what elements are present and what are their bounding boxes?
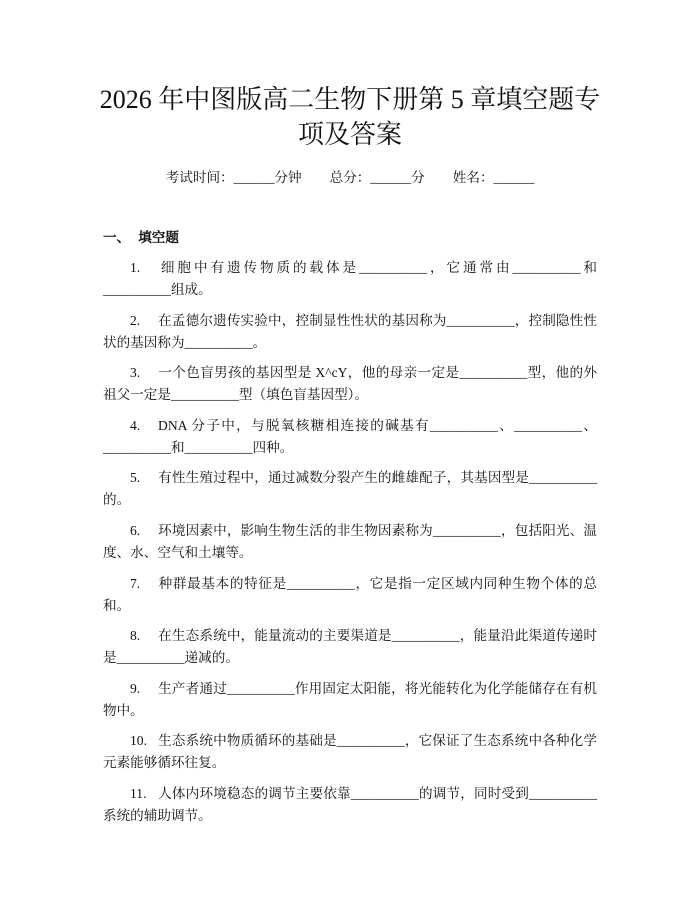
question-8 [103,625,597,669]
question-number: 6. [130,522,141,538]
question-number: 9. [130,680,141,696]
question-1 [103,257,597,301]
question-number: 7. [130,575,141,591]
question-text: 在孟德尔遗传实验中，控制显性性状的基因称为__________，控制隐性性状的基因称为__________。 [103,312,597,350]
question-7 [103,573,597,617]
document-title: 2026 年中图版高二生物下册第 5 章填空题专项及答案 [99,85,601,149]
question-9 [103,678,597,722]
student-name-field: 姓名：______ [452,170,535,185]
question-3 [103,362,597,406]
question-5 [103,467,597,511]
question-11 [103,783,597,827]
question-number: 2. [130,312,141,328]
question-text: 一个色盲男孩的基因型是 X^cY，他的母亲一定是__________型，他的外祖父一定是__________型（填色盲基因型）。 [103,365,597,403]
question-6 [103,520,597,564]
question-text: DNA 分子中，与脱氧核糖相连接的碱基有__________、__________、__________和__________四种。 [103,417,597,455]
exam-info-line [103,167,597,189]
question-4 [103,415,597,459]
question-text: 在生态系统中，能量流动的主要渠道是__________，能量沿此渠道传递时是__________递减的。 [103,628,597,666]
question-text: 人体内环境稳态的调节主要依靠__________的调节，同时受到__________系统的辅助调节。 [103,785,597,823]
exam-time-field: 考试时间：______分钟 [165,170,302,185]
question-number: 4. [130,417,141,433]
question-number: 5. [130,470,141,486]
question-text: 种群最基本的特征是__________，它是指一定区域内同种生物个体的总和。 [103,575,597,613]
question-number: 1. [130,260,141,275]
question-2 [103,310,597,354]
section-title: 填空题 [138,230,179,245]
question-number: 11. [130,785,147,801]
question-number: 8. [130,628,141,644]
question-text: 生产者通过__________作用固定太阳能，将光能转化为化学能储存在有机物中。 [103,680,597,718]
section-number: 一、 [103,230,131,245]
question-list [103,257,597,827]
question-10 [103,730,597,774]
question-text: 细胞中有遗传物质的载体是__________，它通常由__________和__________组成。 [103,260,597,297]
question-text: 环境因素中，影响生物生活的非生物因素称为__________，包括阳光、温度、水、空气和土壤等。 [103,522,597,560]
question-text: 生态系统中物质循环的基础是__________，它保证了生态系统中各种化学元素能够循环往复。 [103,733,597,771]
total-score-field: 总分：______分 [329,170,425,185]
question-text: 有性生殖过程中，通过减数分裂产生的雌雄配子，其基因型是__________的。 [103,470,597,508]
question-number: 10. [130,733,147,749]
section-header [103,227,597,249]
question-number: 3. [130,365,141,381]
